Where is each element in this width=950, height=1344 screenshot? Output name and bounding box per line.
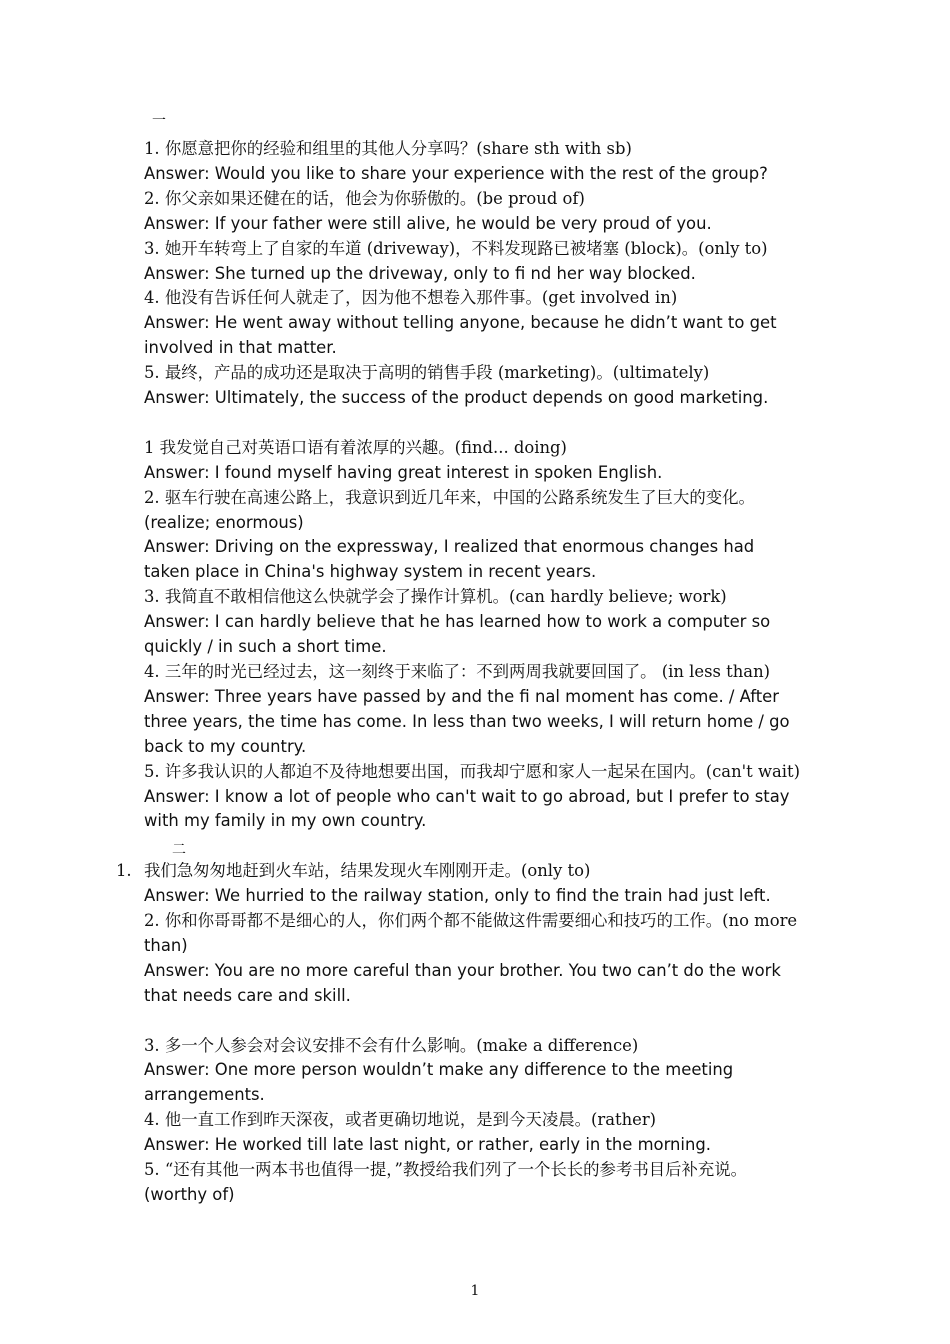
blank-line bbox=[144, 834, 814, 859]
question-2-1: 1 我发觉自己对英语口语有着浓厚的兴趣。(find... doing) bbox=[144, 437, 567, 457]
answer-1-3: Answer: She turned up the driveway, only to fi nd her way blocked. bbox=[144, 263, 696, 283]
answer-1-2: Answer: If your father were still alive, he would be very proud of you. bbox=[144, 213, 712, 233]
answer-2-2-line2: taken place in China's highway system in recent years. bbox=[144, 562, 597, 582]
page-number: 1 bbox=[470, 1283, 480, 1299]
answer-2-2-line1: Answer: Driving on the expressway, I realized that enormous changes had bbox=[144, 537, 755, 557]
answer-3-4: Answer: He worked till late last night, or rather, early in the morning. bbox=[144, 1135, 711, 1155]
question-2-2-line2: (realize; enormous) bbox=[144, 512, 304, 532]
question-1-4: 4. 他没有告诉任何人就走了，因为他不想卷入那件事。(get involved in) bbox=[144, 288, 678, 308]
question-3-1-text: 我们急匆匆地赶到火车站，结果发现火车刚刚开走。(only to) bbox=[144, 861, 591, 881]
section-marker-one: 一 bbox=[152, 113, 166, 129]
question-3-5-line2: (worthy of) bbox=[144, 1185, 235, 1205]
question-2-2-line1: 2. 驱车行驶在高速公路上，我意识到近几年来，中国的公路系统发生了巨大的变化。 bbox=[144, 487, 755, 507]
answer-2-3-line2: quickly / in such a short time. bbox=[144, 637, 387, 657]
question-3-3: 3. 多一个人参会对会议安排不会有什么影响。(make a difference) bbox=[144, 1035, 639, 1055]
question-3-1 bbox=[116, 859, 814, 884]
question-1-1: 1. 你愿意把你的经验和组里的其他人分享吗？(share sth with sb) bbox=[144, 139, 632, 158]
answer-2-4-line3: back to my country. bbox=[144, 736, 307, 756]
question-1-2: 2. 你父亲如果还健在的话，他会为你骄傲的。(be proud of) bbox=[144, 188, 585, 208]
list-number: 1. bbox=[116, 861, 132, 881]
answer-3-1: Answer: We hurried to the railway station, only to find the train had just left. bbox=[144, 886, 771, 906]
answer-2-5-line1: Answer: I know a lot of people who can't wait to go abroad, but I prefer to stay bbox=[144, 786, 790, 806]
answer-3-2-line1: Answer: You are no more careful than your brother. You two can’t do the work bbox=[144, 960, 781, 980]
answer-1-4-line2: involved in that matter. bbox=[144, 338, 337, 358]
question-2-4: 4. 三年的时光已经过去，这一刻终于来临了：不到两周我就要回国了。 (in less than) bbox=[144, 662, 771, 682]
question-1-3: 3. 她开车转弯上了自家的车道 (driveway)，不料发现路已被堵塞 (block)。(only to) bbox=[144, 238, 768, 258]
answer-2-3-line1: Answer: I can hardly believe that he has learned how to work a computer so bbox=[144, 612, 771, 632]
question-3-2-line2: than) bbox=[144, 935, 188, 955]
answer-2-4-line2: three years, the time has come. In less than two weeks, I will return home / go bbox=[144, 711, 790, 731]
question-3-2-line1: 2. 你和你哥哥都不是细心的人，你们两个都不能做这件需要细心和技巧的工作。(no more bbox=[144, 911, 798, 931]
answer-3-3-line1: Answer: One more person wouldn’t make any difference to the meeting bbox=[144, 1060, 734, 1080]
question-1-5: 5. 最终，产品的成功还是取决于高明的销售手段 (marketing)。(ultimately) bbox=[144, 363, 710, 383]
answer-1-4-line1: Answer: He went away without telling anyone, because he didn’t want to get bbox=[144, 313, 777, 333]
answer-2-5-line2: with my family in my own country. bbox=[144, 811, 427, 831]
section-marker-two: 二 bbox=[172, 842, 186, 858]
question-2-3: 3. 我简直不敢相信他这么快就学会了操作计算机。(can hardly believe; work) bbox=[144, 587, 727, 607]
answer-2-4-line1: Answer: Three years have passed by and the fi nal moment has come. / After bbox=[144, 686, 779, 706]
answer-3-3-line2: arrangements. bbox=[144, 1085, 265, 1105]
question-3-5-line1: 5. “还有其他一两本书也值得一提，”教授给我们列了一个长长的参考书目后补充说。 bbox=[144, 1160, 748, 1180]
answer-1-1: Answer: Would you like to share your experience with the rest of the group? bbox=[144, 163, 768, 183]
question-3-4: 4. 他一直工作到昨天深夜，或者更确切地说，是到今天凌晨。(rather) bbox=[144, 1110, 657, 1130]
document-body bbox=[116, 112, 814, 1208]
answer-1-5: Answer: Ultimately, the success of the product depends on good marketing. bbox=[144, 388, 769, 408]
question-2-5: 5. 许多我认识的人都迫不及待地想要出国，而我却宁愿和家人一起呆在国内。(can't wait) bbox=[144, 761, 800, 781]
blank-line bbox=[144, 411, 814, 436]
answer-3-2-line2: that needs care and skill. bbox=[144, 985, 351, 1005]
answer-2-1: Answer: I found myself having great interest in spoken English. bbox=[144, 462, 663, 482]
blank-line bbox=[144, 1009, 814, 1034]
